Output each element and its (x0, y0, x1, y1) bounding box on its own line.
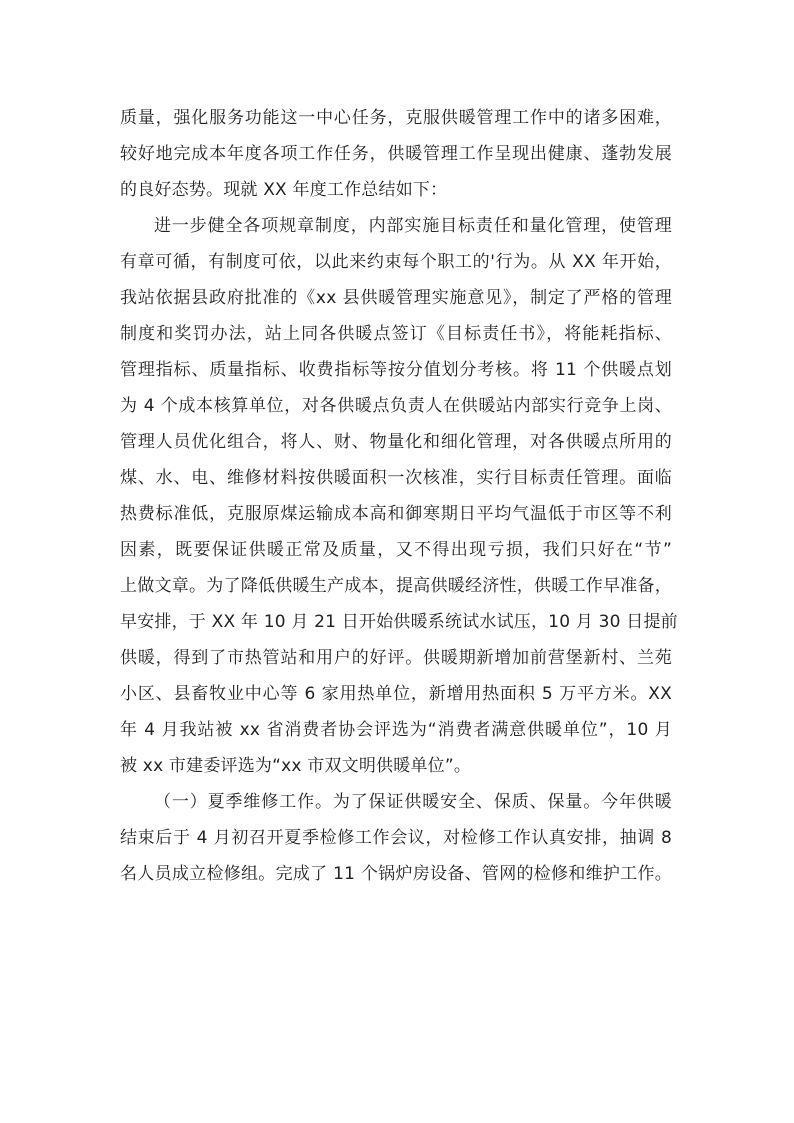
text-line: 进一步健全各项规章制度，内部实施目标责任和量化管理，使管理 (154, 216, 672, 236)
text-line: 为 4 个成本核算单位，对各供暖点负责人在供暖站内部实行竞争上岗、 (120, 396, 672, 416)
text-line: 因素，既要保证供暖正常及质量，又不得出现亏损，我们只好在“节” (120, 540, 672, 560)
text-line: 名人员成立检修组。完成了 11 个锅炉房设备、管网的检修和维护工作。 (120, 864, 672, 884)
text-line: 年 4 月我站被 xx 省消费者协会评选为“消费者满意供暖单位”，10 月 (120, 720, 672, 740)
text-line: 早安排，于 XX 年 10 月 21 日开始供暖系统试水试压，10 月 30 日提前 (120, 612, 678, 632)
text-line: 煤、水、电、维修材料按供暖面积一次核准，实行目标责任管理。面临 (120, 468, 672, 488)
paragraph-summer-maintenance (120, 784, 672, 892)
text-line: 供暖，得到了市热管站和用户的好评。供暖期新增加前营堡新村、兰苑 (120, 648, 672, 668)
text-line: 小区、县畜牧业中心等 6 家用热单位，新增用热面积 5 万平方米。XX (120, 684, 672, 704)
text-line: 管理人员优化组合，将人、财、物量化和细化管理，对各供暖点所用的 (120, 432, 672, 452)
text-line: 结束后于 4 月初召开夏季检修工作会议，对检修工作认真安排，抽调 8 (120, 828, 672, 848)
text-line: 的良好态势。现就 XX 年度工作总结如下： (120, 180, 448, 200)
text-line: 有章可循，有制度可依，以此来约束每个职工的'行为。从 XX 年开始， (120, 252, 672, 272)
text-line: 质量，强化服务功能这一中心任务，克服供暖管理工作中的诸多困难， (120, 108, 672, 128)
text-line: 制度和奖罚办法，站上同各供暖点签订《目标责任书》，将能耗指标、 (120, 324, 672, 344)
paragraph-rules (120, 208, 678, 784)
paragraph-intro (120, 100, 672, 208)
document-body (120, 100, 678, 892)
text-line: （一）夏季维修工作。为了保证供暖安全、保质、保量。今年供暖 (154, 792, 672, 812)
text-line: 较好地完成本年度各项工作任务，供暖管理工作呈现出健康、蓬勃发展 (120, 144, 672, 164)
text-line: 管理指标、质量指标、收费指标等按分值划分考核。将 11 个供暖点划 (120, 360, 672, 380)
text-line: 被 xx 市建委评选为“xx 市双文明供暖单位”。 (120, 756, 472, 776)
text-line: 热费标准低，克服原煤运输成本高和御寒期日平均气温低于市区等不利 (120, 504, 672, 524)
text-line: 我站依据县政府批准的《xx 县供暖管理实施意见》，制定了严格的管理 (120, 288, 672, 308)
text-line: 上做文章。为了降低供暖生产成本，提高供暖经济性，供暖工作早准备， (120, 576, 672, 596)
